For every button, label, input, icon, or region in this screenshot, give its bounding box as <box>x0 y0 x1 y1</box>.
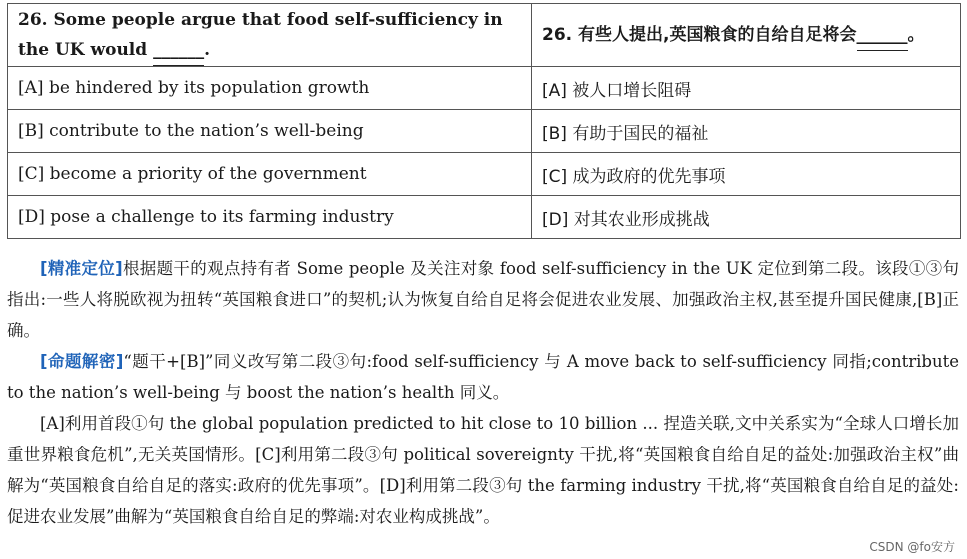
decode-text: “题干+[B]”同义改写第二段③句:food self-sufficiency 与 A move back to self-sufficiency 同指;contribute to the nation’s well-being 与 boost the nation’s health 同义。 <box>7 352 959 402</box>
question-stem-zh <box>532 4 961 67</box>
stem-en-text: 26. Some people argue that food self-sufficiency in the UK would <box>18 9 503 60</box>
option-row-b <box>8 110 961 153</box>
decode-tag: [命题解密] <box>40 352 124 371</box>
option-c-en: [C] become a priority of the government <box>8 153 532 196</box>
option-b-en: [B] contribute to the nation’s well-being <box>8 110 532 153</box>
stem-zh-end: 。 <box>907 24 925 45</box>
stem-zh-text: 26. 有些人提出,英国粮食的自给自足将会 <box>542 24 857 45</box>
option-row-d <box>8 196 961 239</box>
option-row-c <box>8 153 961 196</box>
distractor-text: [A]利用首段①句 the global population predicted to hit close to 10 billion ... 捏造关联,文中关系实为“全球人口增长加重世界粮食危机”,无关英国情形。[C]利用第二段③句 political sovereignty 干扰,将“英国粮食自给自足的益处:加强政治主权”曲解为“英国粮食自给自足的落实:政府的优先事项”。[D]利用第二段③句 the farming industry 干扰,将“英国粮食自给自足的益处:促进农业发展”曲解为“英国粮食自给自足的弊端:对农业构成挑战”。 <box>7 414 959 526</box>
question-table <box>7 3 961 239</box>
option-a-zh: [A] 被人口增长阻碍 <box>532 67 961 110</box>
option-d-en: [D] pose a challenge to its farming industry <box>8 196 532 239</box>
locate-tag: [精准定位] <box>40 259 123 278</box>
option-c-zh: [C] 成为政府的优先事项 <box>532 153 961 196</box>
stem-en-blank: ______ <box>153 35 204 66</box>
option-a-en: [A] be hindered by its population growth <box>8 67 532 110</box>
question-stem-row <box>8 4 961 67</box>
analysis-locate-paragraph <box>7 253 959 346</box>
analysis-decode-paragraph <box>7 346 959 408</box>
option-b-zh: [B] 有助于国民的福祉 <box>532 110 961 153</box>
watermark: CSDN @fo安方 <box>869 540 955 554</box>
analysis-distractor-paragraph <box>7 408 959 532</box>
analysis-section <box>7 253 959 532</box>
option-row-a <box>8 67 961 110</box>
option-d-zh: [D] 对其农业形成挑战 <box>532 196 961 239</box>
question-stem-en <box>8 4 532 67</box>
locate-text: 根据题干的观点持有者 Some people 及关注对象 food self-sufficiency in the UK 定位到第二段。该段①③句指出:一些人将脱欧视为扭转“英国粮食进口”的契机;认为恢复自给自足将会促进农业发展、加强政治主权,甚至提升国民健康,[B]正确。 <box>7 259 959 340</box>
stem-en-end: . <box>204 39 210 60</box>
stem-zh-blank: ______ <box>857 20 908 51</box>
